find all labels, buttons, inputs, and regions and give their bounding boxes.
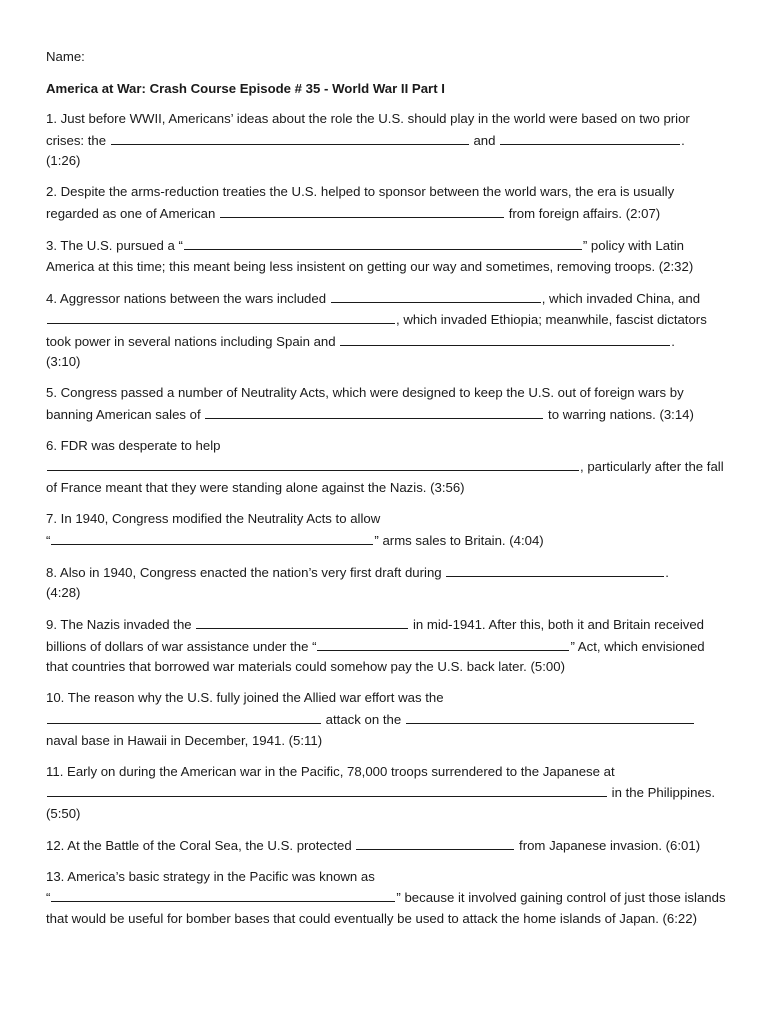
answer-blank[interactable] xyxy=(111,130,469,145)
question-7 xyxy=(46,509,726,551)
answer-blank[interactable] xyxy=(331,288,541,303)
answer-blank[interactable] xyxy=(500,130,680,145)
answer-blank[interactable] xyxy=(205,404,543,419)
question-11 xyxy=(46,762,726,825)
question-text: “ xyxy=(46,532,51,548)
question-text: attack on the xyxy=(325,711,402,727)
question-text: 4. Aggressor nations between the wars included xyxy=(46,290,327,306)
question-2 xyxy=(46,182,726,224)
question-4 xyxy=(46,288,726,373)
timestamp: (4:28) xyxy=(46,585,81,601)
question-9 xyxy=(46,614,726,678)
timestamp: (3:10) xyxy=(46,354,81,370)
question-text: 9. The Nazis invaded the xyxy=(46,617,192,633)
answer-blank[interactable] xyxy=(340,331,670,346)
worksheet-page xyxy=(46,47,726,940)
answer-blank[interactable] xyxy=(47,782,607,797)
question-text: 11. Early on during the American war in the Pacific, 78,000 troops surrendered to the Japanese at xyxy=(46,763,615,779)
answer-blank[interactable] xyxy=(51,530,373,545)
question-text: from Japanese invasion. (6:01) xyxy=(519,837,701,853)
question-12 xyxy=(46,835,726,857)
question-1 xyxy=(46,109,726,172)
question-text: 6. FDR was desperate to help xyxy=(46,437,221,453)
question-text: 12. At the Battle of the Coral Sea, the U.S. protected xyxy=(46,837,352,853)
timestamp: (1:26) xyxy=(46,153,81,169)
question-text: 1. Just before WWII, Americans’ ideas about the role the U.S. should play in the world were based on two prior crises: the xyxy=(46,111,690,148)
question-text: 5. Congress passed a number of Neutrality Acts, which were designed to keep the U.S. out of foreign wars by banning American sales of xyxy=(46,385,684,422)
answer-blank[interactable] xyxy=(51,887,395,902)
question-text: from foreign affairs. (2:07) xyxy=(508,205,661,221)
question-10 xyxy=(46,688,726,751)
question-text: 13. America’s basic strategy in the Pacific was known as xyxy=(46,868,375,884)
question-text: in mid-1941. After this, both it and Britain received billions of dollars of war assistance under the “ xyxy=(46,617,705,654)
answer-blank[interactable] xyxy=(47,456,579,471)
question-text: “ xyxy=(46,890,51,906)
question-text: naval base in Hawaii in December, 1941. (5:11) xyxy=(46,732,323,748)
answer-blank[interactable] xyxy=(220,203,504,218)
answer-blank[interactable] xyxy=(356,835,514,850)
name-label: Name: xyxy=(46,49,85,64)
question-text: . xyxy=(681,132,685,148)
question-text: 2. Despite the arms-reduction treaties the U.S. helped to sponsor between the world wars, the era is usually regarded as one of American xyxy=(46,184,675,221)
question-3 xyxy=(46,235,726,277)
question-text: and xyxy=(473,132,496,148)
question-6 xyxy=(46,436,726,499)
worksheet-title: America at War: Crash Course Episode # 35 - World War II Part I xyxy=(46,80,445,96)
question-text: 3. The U.S. pursued a “ xyxy=(46,237,183,253)
question-text: , which invaded Ethiopia; meanwhile, fascist dictators took power in several nations including Spain and xyxy=(46,312,707,349)
question-5 xyxy=(46,383,726,425)
question-text: in the Philippines. xyxy=(611,785,716,801)
question-text: to warring nations. (3:14) xyxy=(548,406,694,422)
answer-blank[interactable] xyxy=(446,562,664,577)
question-text: ” arms sales to Britain. (4:04) xyxy=(374,532,544,548)
question-8 xyxy=(46,562,726,604)
question-text: . xyxy=(665,564,669,580)
question-text: ” policy with Latin America at this time; this meant being less insistent on getting our way and sometimes, removing troops. (2:32) xyxy=(46,237,694,274)
answer-blank[interactable] xyxy=(47,309,395,324)
question-text: ” Act, which envisioned that countries that borrowed war materials could somehow pay the U.S. back later. (5:00) xyxy=(46,638,705,675)
answer-blank[interactable] xyxy=(47,709,321,724)
timestamp: (5:50) xyxy=(46,805,81,821)
question-text: 10. The reason why the U.S. fully joined the Allied war effort was the xyxy=(46,690,444,706)
question-13 xyxy=(46,867,726,930)
answer-blank[interactable] xyxy=(184,235,582,250)
question-text: , which invaded China, and xyxy=(541,290,701,306)
question-text: ” because it involved gaining control of just those islands that would be useful for bomber bases that could eventually be used to attack the home islands of Japan. (6:22) xyxy=(46,890,726,926)
question-text: . xyxy=(671,333,675,349)
question-text: 7. In 1940, Congress modified the Neutrality Acts to allow xyxy=(46,511,381,527)
question-text: , particularly after the fall of France meant that they were standing alone against the Nazis. (3:56) xyxy=(46,459,724,496)
question-text: 8. Also in 1940, Congress enacted the nation’s very first draft during xyxy=(46,564,442,580)
answer-blank[interactable] xyxy=(317,636,569,651)
answer-blank[interactable] xyxy=(406,709,694,724)
answer-blank[interactable] xyxy=(196,614,408,629)
